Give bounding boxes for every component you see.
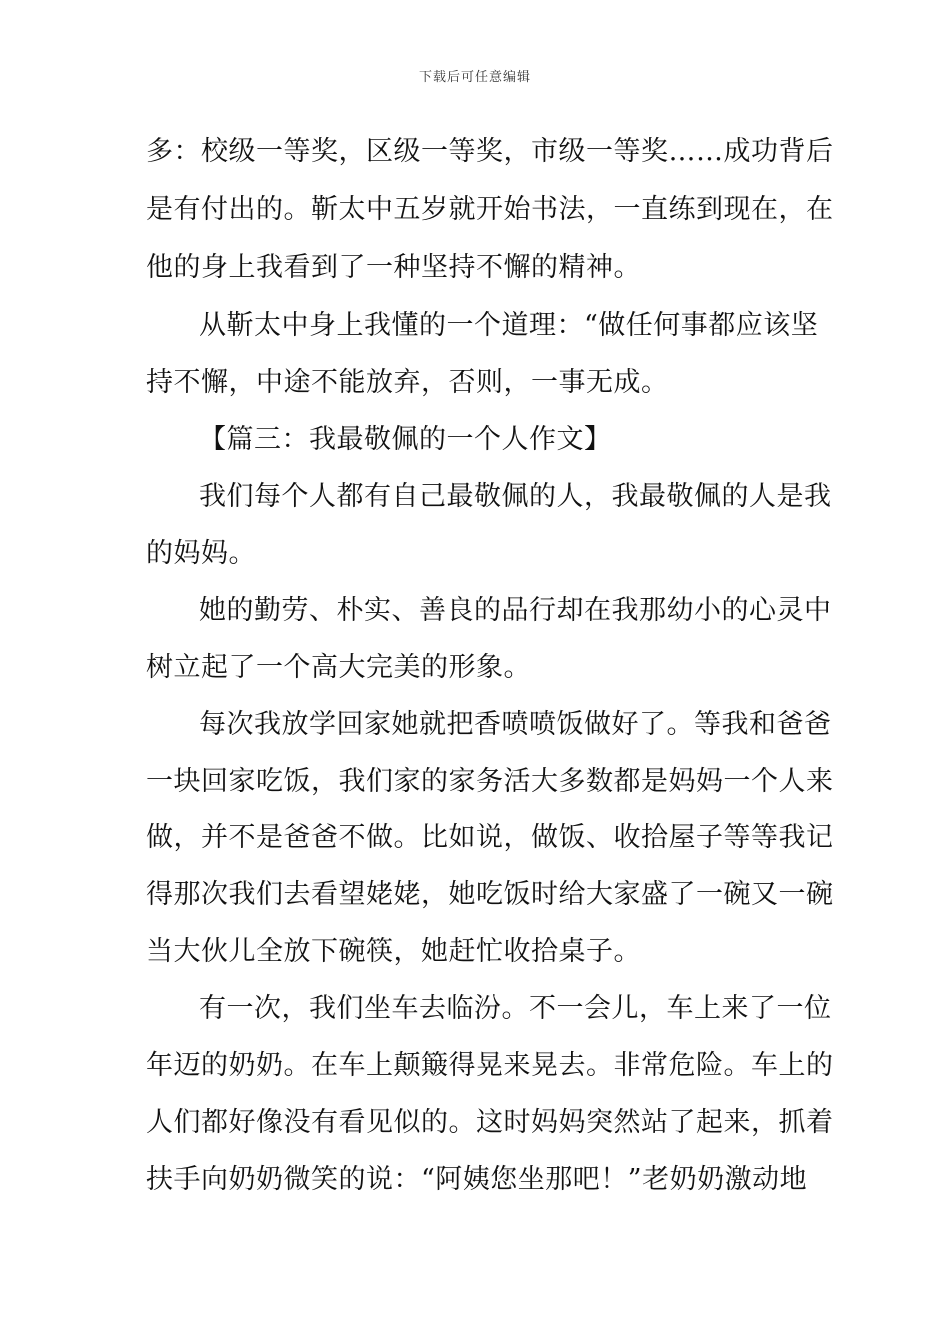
text-line: 年迈的奶奶。在车上颠簸得晃来晃去。非常危险。车上的 bbox=[146, 1050, 834, 1081]
text-line: 她的勤劳、朴实、善良的品行却在我那幼小的心灵中 bbox=[199, 595, 832, 626]
text-line: 我们每个人都有自己最敬佩的人，我最敬佩的人是我 bbox=[199, 481, 832, 512]
text-line: 做，并不是爸爸不做。比如说，做饭、收拾屋子等等我记 bbox=[146, 822, 834, 853]
text-line: 从靳太中身上我懂的一个道理：“做任何事都应该坚 bbox=[199, 310, 819, 341]
text-line: 的妈妈。 bbox=[146, 538, 256, 569]
section-heading: 【篇三：我最敬佩的一个人作文】 bbox=[199, 424, 612, 455]
text-line: 扶手向奶奶微笑的说：“阿姨您坐那吧！”老奶奶激动地 bbox=[146, 1164, 808, 1195]
text-line: 人们都好像没有看见似的。这时妈妈突然站了起来，抓着 bbox=[146, 1107, 834, 1138]
text-line: 有一次，我们坐车去临汾。不一会儿，车上来了一位 bbox=[199, 993, 832, 1024]
text-line: 得那次我们去看望姥姥，她吃饭时给大家盛了一碗又一碗 bbox=[146, 879, 834, 910]
text-line: 树立起了一个高大完美的形象。 bbox=[146, 652, 531, 683]
text-line: 是有付出的。靳太中五岁就开始书法，一直练到现在，在 bbox=[146, 194, 834, 225]
text-line: 他的身上我看到了一种坚持不懈的精神。 bbox=[146, 252, 641, 283]
text-line: 一块回家吃饭，我们家的家务活大多数都是妈妈一个人来 bbox=[146, 766, 834, 797]
text-line: 每次我放学回家她就把香喷喷饭做好了。等我和爸爸 bbox=[199, 709, 832, 740]
text-line: 多：校级一等奖，区级一等奖，市级一等奖……成功背后 bbox=[146, 136, 834, 167]
page-header: 下载后可任意编辑 bbox=[418, 70, 531, 85]
text-line: 持不懈，中途不能放弃，否则，一事无成。 bbox=[146, 367, 669, 398]
text-line: 当大伙儿全放下碗筷，她赶忙收拾桌子。 bbox=[146, 936, 641, 967]
